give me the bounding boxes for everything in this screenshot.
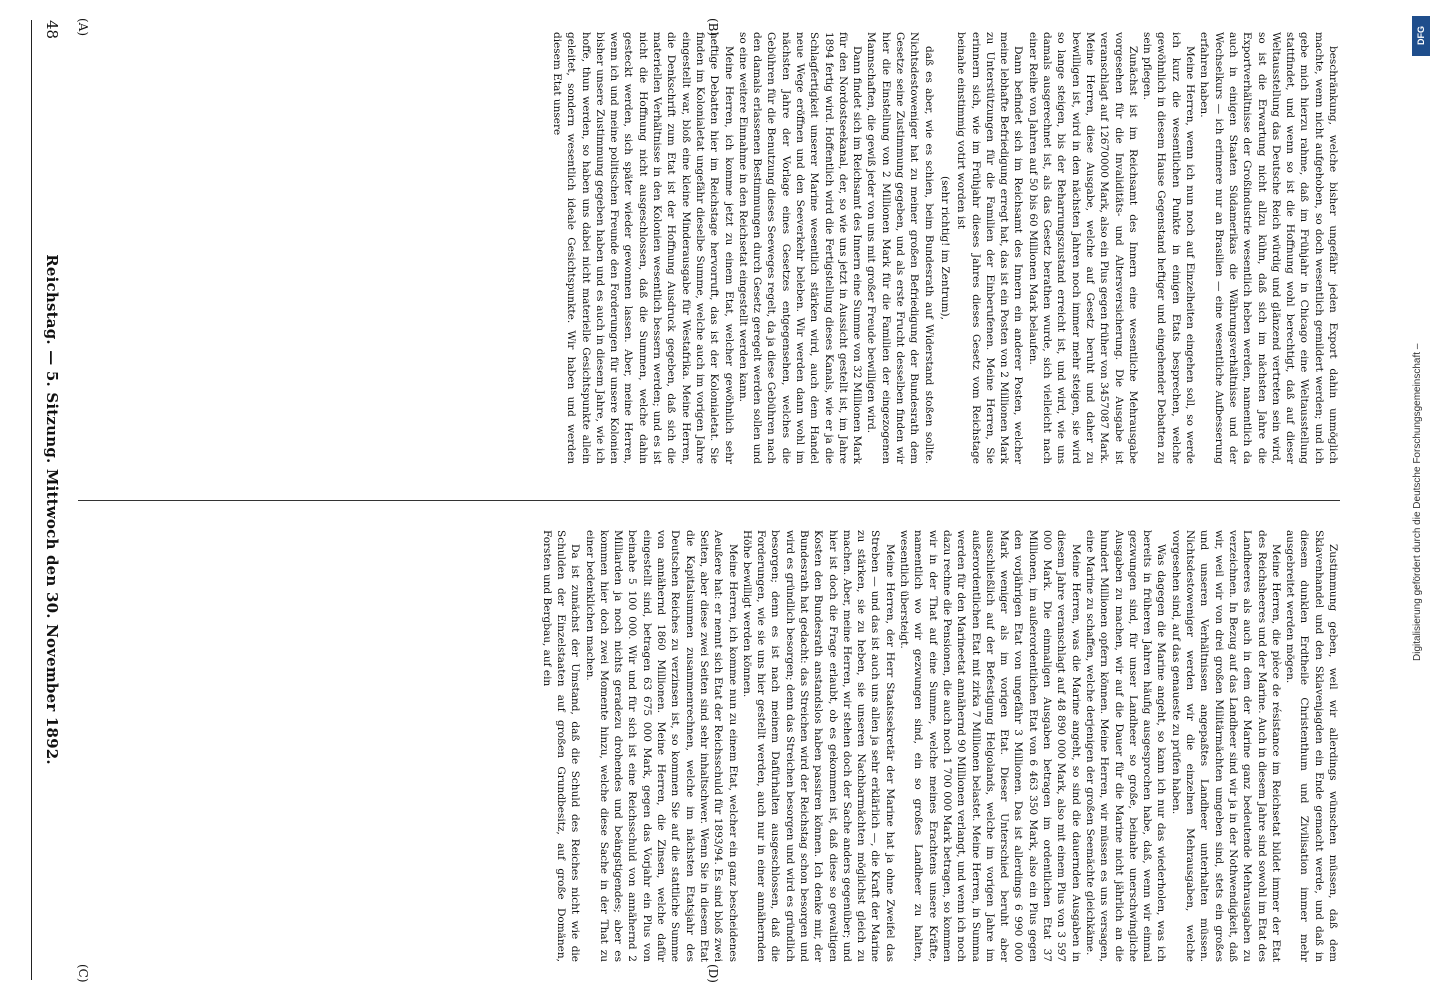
running-head [31, 20, 72, 980]
digitization-credit: Digitalisierung gefördert durch die Deutsche Forschungsgemeinschaft – [1412, 343, 1423, 661]
left-paragraph: beschränkung, welche bisher ungefähr jeden Export dahin unmöglich machte, wenn nicht aufgehoben, so doch wesentlich gemildert werden; und ich gebe mich hierzu rahme, daß im Frühjahr in Chicago eine Weltausstellung stattfindet, und wenn so ist die Hoffnung wohl berechtigt, daß auf dieser Weltausstellung das Deutsche Reich würdig und glänzend vertreten sein wird, so ist die Erwartung nicht allzu kühn, daß sich im nächsten Jahre die Exportverhältnisse der Großindustrie wesentlich heben werden, namentlich da auch in einigen Staaten Südamerikas die Währungsverhältnisse und der Wechselkurs — ich erinnere nur an Brasilien — eine wesentliche Aufbesserung erfahren haben. [1198, 32, 1339, 464]
rotated-page [0, 18, 1380, 983]
right-paragraph: Zustimmung geben, weil wir allerdings wünschen müssen, daß dem Sklavenhandel und den Sklavenjagden ein Ende gemacht werde, und daß in diesem dunklen Erdtheile Christenthum und Zivilisation immer mehr ausgebreitet werden mögen. [1284, 530, 1339, 962]
column-divider [78, 500, 1340, 501]
page-number: 48 [43, 20, 61, 40]
right-paragraph: Da ist zunächst der Umstand, daß die Schuld des Reiches nicht wie die Schulden der Einzelstaaten auf großen Grundbesitz, auf große Domänen, Forsten und Bergbau, auf ein [540, 530, 582, 962]
left-paragraph: Meine Herren, ich komme jetzt zu einem Etat, welcher gewöhnlich sehr heftige Debatten hier im Reichstage hervorruft, das ist der Kolonialetat. Sie finden im Kolonialetat ungefähr dieselbe Summe, welche auch im vorigen Jahre eingestellt war, bloß eine kleine Minderausgabe für Westafrika. Meine Herren, die Denkschrift zum Etat ist der Hoffnung Ausdruck gegeben, daß sich die materiellen Verhältnisse in den Kolonien wesentlich bessern werden; und es ist nicht die Hoffnung nicht ausgeschlossen, daß die Summen, welche dahin gesteckt werden, sich später wieder gewonnen lassen. Aber, meine Herren, wenn ich und meine politischen Freunde den Forderungen für unsere Kolonien bisher unsere Zustimmung gegeben haben und es auch in diesem Jahre, wie ich hoffe, thun werden, so haben uns dabei nicht materielle Gesichtspunkte allein geleitet, sondern wesentlich ideale Gesichtspunkte. Wir haben und werden diesem Etat unsere [550, 32, 735, 464]
right-paragraph: Meine Herren, ich komme nun zu einem Etat, welcher ein ganz bescheidenes Aeußere hat: er nennt sich Etat der Reichsschuld für 1893/94. Es sind bloß zwei Seiten, aber diese zwei Seiten sind sehr inhaltschwer. Wenn Sie in diesem Etat die Kapitalsummen zusammenrechnen, welche im nächsten Etatsjahr des Deutschen Reiches zu verzinsen ist, so kommen Sie auf die stattliche Summe von annähernd 1860 Millionen. Meine Herren, die Zinsen, welche dafür eingestellt sind, betragen 63 675 000 Mark, gegen das Vorjahr ein Plus von beinahe 5 100 000. Wir und für sich ist eine Reichsschuld von annähernd 2 Milliarden ja noch nichts geradezu drohendes und beängstigendes; aber es kommen hier doch zwei Momente hinzu, welche diese Sache in der That zu einer bedenklichen machen. [583, 530, 739, 962]
right-column [78, 530, 1340, 962]
interjection: (sehr richtig! im Zentrum), [938, 175, 951, 320]
right-paragraph: Meine Herren, der Herr Staatssekretär der Marine hat ja ohne Zweifel das Streben — und das ist auch uns allen ja sehr erklärlich —, die Kraft der Marine zu stärken, sie zu heben, sie unseren Nachbarmächten möglichst gleich zu machen. Aber, meine Herren, wir stehen doch der Sache anders gegenüber; und hier ist doch die Frage erlaubt, ob es gekommen ist, daß diese so gewaltigen Kosten den Bundesrath anstandslos haben passiren können. Ich denke mir, der Bundesrath hat gedacht: das Streichen wird der Reichstag schon besorgen und wird es gründlich besorgen; denn das Streichen besorgen und wird es gründlich besorgen; denn es ist nach meinem Dafürhalten ausgeschlossen, daß die Forderungen, wie sie uns hier gestellt werden, auch nur in einer annähernden Höhe bewilligt werden können. [740, 530, 896, 962]
right-paragraph: Meine Herren, die pièce de résistance im Reichsetat bildet immer der Etat des Reichsheeres und der Marine. Auch in diesem Jahre sind sowohl im Etat des Landheeres als auch in dem der Marine ganz bedeutende Mehrausgaben zu verzeichnen. In Bezug auf das Landheer sind wir ja in der Nothwendigkeit, daß wir, weil wir von drei großen Militärmächten umgeben sind, stets ein großes und unseren Verhältnissen angepaßtes Landheer unterhalten müssen. Nichtsdestoweniger werden wir die einzelnen Mehrausgaben, welche vorgesehen sind, auf das genaueste zu prüfen haben. [1169, 530, 1282, 962]
margin-marker-d: (D) [706, 964, 720, 983]
margin-marker-c: (C) [76, 964, 90, 983]
right-paragraph: Was dagegen die Marine angeht, so kann ich nur das wiederholen, was ich bereits in früheren Jahren häufig ausgesprochen habe, daß, wenn wir einmal gezwungen sind, für unser Landheer so große, beinahe unerschwingliche Ausgaben zu machen, wir auf die Dauer für die Marine nicht jährlich an die hundert Millionen opfern können. Meine Herren, wir müssen es uns versagen, eine Marine zu schaffen, welche derjenigen der großen Seemächte gleichkäme. [1083, 530, 1168, 962]
right-paragraph: Meine Herren, was die Marine angeht, so sind die dauernden Ausgaben in diesem Jahre veranschlagt auf 48 890 000 Mark, also mit einem Plus von 3 597 000 Mark. Die einmaligen Ausgaben betragen im ordentlichen Etat 37 Millionen, im außerordentlichen Etat von 6 463 350 Mark, also ein Plus gegen den vorjährigen Etat von ungefähr 3 Millionen. Das ist allerdings 6 990 000 Mark weniger als im vorigen Etat. Dieser Unterschied beruht aber ausschließlich auf der Befestigung Helgolands, welche im vorigen Jahre im außerordentlichen Etat mit zirka 7 Millionen belastet. Meine Herren, in Summa werden für den Marineetat annähernd 90 Millionen verlangt, und wenn ich noch dazu rechne die Pensionen, die auch noch 1 700 000 Mark betragen, so kommen wir in der That auf eine Summe, welche meines Erachtens unsere Kräfte, namentlich wo wir gezwungen sind, ein so großes Landheer zu halten, wesentlich übersteigt. [898, 530, 1082, 962]
margin-marker-b: (B) [706, 18, 720, 37]
left-paragraph: daß es aber, wie es schien, beim Bundesrath auf Widerstand stoßen sollte. Nichtsdestoweniger hat zu meiner großen Befriedigung der Bundesrath dem Gesetze seine Zustimmung gegeben, und als erste Frucht desselben finden wir hier die Einstellung von 2 Millionen Mark für die Familien der eingezogenen Mannschaften, die gewiß jeder von uns mit großer Freude bewilligen wird. [865, 32, 935, 464]
left-paragraph: Dann findet sich im Reichsamt des Innern eine Summe von 32 Millionen Mark für den Nordostseekanal, der, so wie uns jetzt in Aussicht gestellt ist, im Jahre 1894 fertig wird. Hoffentlich wird die Fertigstellung dieses Kanals, wie er ja die Schlagfertigkeit unserer Marine wesentlich stärken wird, auch dem Handel neue Wege eröffnen und den Seeverkehr beleben. Wir werden dann wohl im nächsten Jahre der Vorlage eines Gesetzes entgegensehen, welches die Gebühren für die Benutzung dieses Seeweges regelt, da ja diese Gebühren nach den damals erlassenen Bestimmungen durch Gesetz geregelt werden sollen und so eine weitere Einnahme in den Reichsetat eingestellt werden kann. [736, 32, 864, 464]
margin-marker-a: (A) [76, 18, 90, 37]
left-paragraph: Dann befindet sich im Reichsamt des Innern ein anderer Posten, welcher meine lebhafte Befriedigung erregt hat, das ist ein Posten von 2 Millionen Mark zu Unterstützungen für die Familien der Einberufenen. Meine Herren, Sie erinnern sich, wie im Frühjahr dieses Jahres dieses Gesetz vom Reichstage beinahe einstimmig votirt worden ist [955, 32, 1025, 464]
page-title: Reichstag. — 5. Sitzung. Mittwoch den 30. November 1892. [43, 254, 61, 765]
dfg-logo: DFG [1412, 16, 1430, 56]
left-paragraph: Zunächst ist im Reichsamt des Innern eine wesentliche Mehrausgabe vorgesehen für die Invaliditäts- und Altersversicherung. Die Ausgabe ist veranschlagt auf 12670000 Mark, also ein Plus gegen früher von 3457087 Mark. Meine Herren, diese Ausgabe, welche auf Gesetz beruht und daher zu bewilligen ist, wird in den nächsten Jahren noch immer mehr steigen, sie wird so lange steigen, bis der Beharrungszustand erreicht ist, und wird, wie uns damals ausgerechnet ist, als das Gesetz berathen wurde, sich vielleicht nach einer Reihe von Jahren auf 50 bis 60 Millionen Mark belaufen. [1026, 32, 1139, 464]
left-paragraph: Meine Herren, wenn ich nun noch auf Einzelheiten eingehen soll, so werde ich kurz die wesentlichen Punkte in einigen Etats besprechen, welche gewöhnlich in diesem Hause Gegenstand heftiger und eingehender Debatten zu sein pflegen. [1141, 32, 1197, 464]
left-column [78, 32, 1340, 464]
